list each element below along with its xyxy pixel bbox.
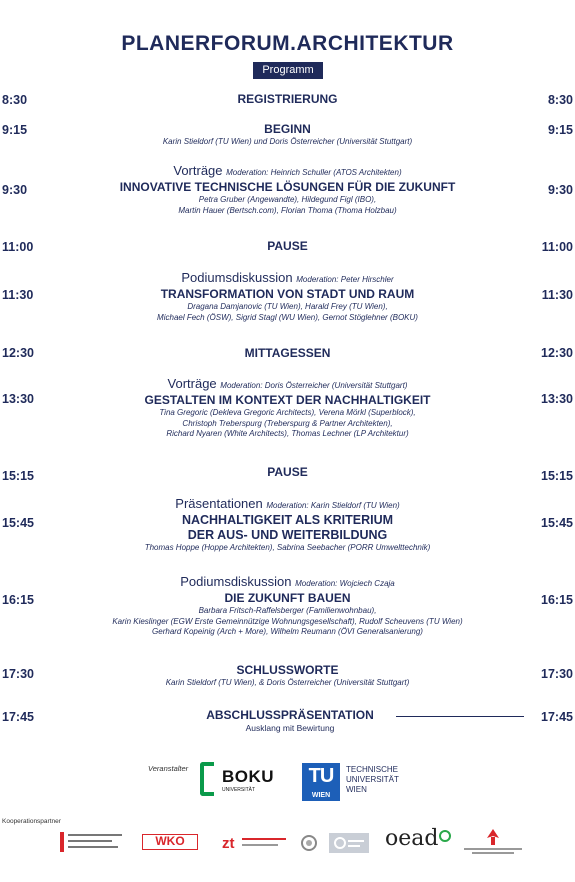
speakers: Petra Gruber (Angewandte), Hildegund Figl (IBO), bbox=[198, 195, 377, 204]
speakers: Tina Gregoric (Dekleva Gregoric Architects), Verena Mörkl (Superblock), bbox=[159, 408, 416, 417]
divider-line bbox=[396, 716, 524, 717]
session-heading-line2: DER AUS- UND WEITERBILDUNG bbox=[187, 528, 388, 542]
schedule-item bbox=[60, 465, 515, 480]
schedule-item bbox=[60, 574, 515, 638]
time-left: 12:30 bbox=[2, 346, 34, 360]
tu-wien-logo bbox=[302, 763, 340, 801]
time-right: 17:45 bbox=[541, 710, 573, 724]
ig-logo bbox=[328, 832, 370, 854]
zt-logo bbox=[220, 832, 292, 854]
time-left: 11:30 bbox=[2, 288, 34, 302]
boku-bracket-icon bbox=[200, 762, 214, 796]
session-heading: BEGINN bbox=[264, 122, 311, 136]
time-right: 9:15 bbox=[547, 123, 573, 137]
schedule-item bbox=[60, 163, 515, 216]
organizers-label: Veranstalter bbox=[148, 764, 189, 773]
time-right: 9:30 bbox=[547, 183, 573, 197]
schedule-item bbox=[60, 663, 515, 689]
time-left: 11:00 bbox=[2, 240, 34, 254]
speakers: Karin Stieldorf (TU Wien) und Doris Österreicher (Universität Stuttgart) bbox=[162, 137, 413, 146]
time-right: 15:45 bbox=[541, 516, 573, 530]
time-right: 13:30 bbox=[541, 392, 573, 406]
tu-mark: TU bbox=[308, 765, 334, 787]
time-right: 11:30 bbox=[541, 288, 573, 302]
speakers: Christoph Treberspurg (Treberspurg & Partner Architekten), bbox=[182, 418, 393, 428]
speakers: Karin Stieldorf (TU Wien), & Doris Österreicher (Universität Stuttgart) bbox=[165, 678, 410, 687]
time-left: 17:30 bbox=[2, 667, 34, 681]
session-heading: NACHHALTIGKEIT ALS KRITERIUM bbox=[181, 513, 394, 527]
svg-text:zt: zt bbox=[222, 835, 235, 852]
session-heading: ABSCHLUSSPRÄSENTATION bbox=[206, 708, 374, 722]
schedule-item bbox=[60, 270, 515, 323]
time-right: 17:30 bbox=[541, 667, 573, 681]
session-heading: DIE ZUKUNFT BAUEN bbox=[224, 591, 351, 605]
bundeskammer-logo bbox=[58, 830, 128, 856]
page-title: PLANERFORUM.ARCHITEKTUR bbox=[121, 32, 454, 55]
time-left: 15:45 bbox=[2, 516, 34, 530]
time-left: 9:30 bbox=[2, 183, 28, 197]
session-heading: GESTALTEN IM KONTEXT DER NACHHALTIGKEIT bbox=[144, 393, 431, 407]
speakers: Michael Fech (ÖSW), Sigrid Stagl (WU Wien), Gernot Stöglehner (BOKU) bbox=[157, 312, 418, 322]
schedule-item bbox=[60, 346, 515, 361]
schedule-item bbox=[60, 496, 515, 554]
time-right: 15:15 bbox=[541, 469, 573, 483]
boku-sub: UNIVERSITÄT bbox=[222, 787, 256, 793]
boku-logo bbox=[200, 762, 275, 802]
session-category: Präsentationen Moderation: Karin Stieldorf (TU Wien) bbox=[175, 496, 400, 511]
speakers: Thomas Hoppe (Hoppe Architekten), Sabrina Seebacher (PORR Umwelttechnik) bbox=[144, 543, 431, 552]
time-left: 16:15 bbox=[2, 593, 34, 607]
speakers: Richard Nyaren (White Architects), Thomas Lechner (LP Architektur) bbox=[166, 429, 409, 438]
time-left: 8:30 bbox=[2, 93, 28, 107]
wko-logo: WKO bbox=[142, 834, 198, 850]
time-left: 13:30 bbox=[2, 392, 34, 406]
session-category: Vorträge Moderation: Doris Österreicher (Universität Stuttgart) bbox=[167, 376, 408, 391]
time-right: 8:30 bbox=[547, 93, 573, 107]
tu-wien-wordmark: TECHNISCHE UNIVERSITÄT WIEN bbox=[346, 765, 399, 794]
session-note: Ausklang mit Bewirtung bbox=[245, 723, 335, 733]
tu-wien-mark: WIEN bbox=[311, 792, 331, 799]
speakers: Dragana Damjanovic (TU Wien), Harald Frey (TU Wien), bbox=[187, 302, 388, 311]
speakers: Gerhard Kopeinig (Arch + More), Wilhelm Reumann (ÖVI Generalsanierung) bbox=[152, 627, 423, 636]
session-category: Vorträge Moderation: Heinrich Schuller (ATOS Architekten) bbox=[173, 163, 402, 178]
session-heading: MITTAGESSEN bbox=[244, 346, 331, 360]
session-heading: SCHLUSSWORTE bbox=[236, 663, 339, 677]
session-category: Podiumsdiskussion Moderation: Wojciech Czaja bbox=[180, 574, 395, 589]
time-right: 12:30 bbox=[541, 346, 573, 360]
oead-logo: oead bbox=[385, 826, 451, 854]
schedule-item bbox=[60, 376, 515, 440]
time-left: 9:15 bbox=[2, 123, 28, 137]
session-heading: PAUSE bbox=[267, 239, 308, 253]
schedule-item bbox=[60, 122, 515, 148]
time-right: 16:15 bbox=[541, 593, 573, 607]
session-heading: TRANSFORMATION VON STADT UND RAUM bbox=[160, 287, 415, 301]
schedule-item bbox=[175, 708, 405, 734]
time-left: 17:45 bbox=[2, 710, 34, 724]
seal-icon bbox=[298, 832, 320, 854]
speakers: Karin Kieslinger (EGW Erste Gemeinnützige Wohnungsgesellschaft), Rudolf Scheuvens (TU Wien) bbox=[112, 616, 463, 626]
session-heading: PAUSE bbox=[267, 465, 308, 479]
schedule-item bbox=[60, 239, 515, 254]
time-left: 15:15 bbox=[2, 469, 34, 483]
partners-label: Kooperationspartner bbox=[2, 818, 61, 825]
speakers: Barbara Fritsch-Raffelsberger (Familienwohnbau), bbox=[198, 606, 377, 615]
boku-name: BOKU bbox=[222, 767, 275, 786]
oead-dot-icon bbox=[439, 830, 451, 842]
time-right: 11:00 bbox=[541, 240, 573, 254]
session-heading: REGISTRIERUNG bbox=[237, 92, 338, 106]
speakers: Martin Hauer (Bertsch.com), Florian Thoma (Thoma Holzbau) bbox=[178, 205, 397, 215]
session-category: Podiumsdiskussion Moderation: Peter Hirschler bbox=[181, 270, 394, 285]
partner-emblem-logo bbox=[460, 826, 526, 856]
schedule-item bbox=[60, 92, 515, 107]
program-badge: Programm bbox=[253, 62, 323, 79]
session-heading: INNOVATIVE TECHNISCHE LÖSUNGEN FÜR DIE ZUKUNFT bbox=[119, 180, 456, 194]
